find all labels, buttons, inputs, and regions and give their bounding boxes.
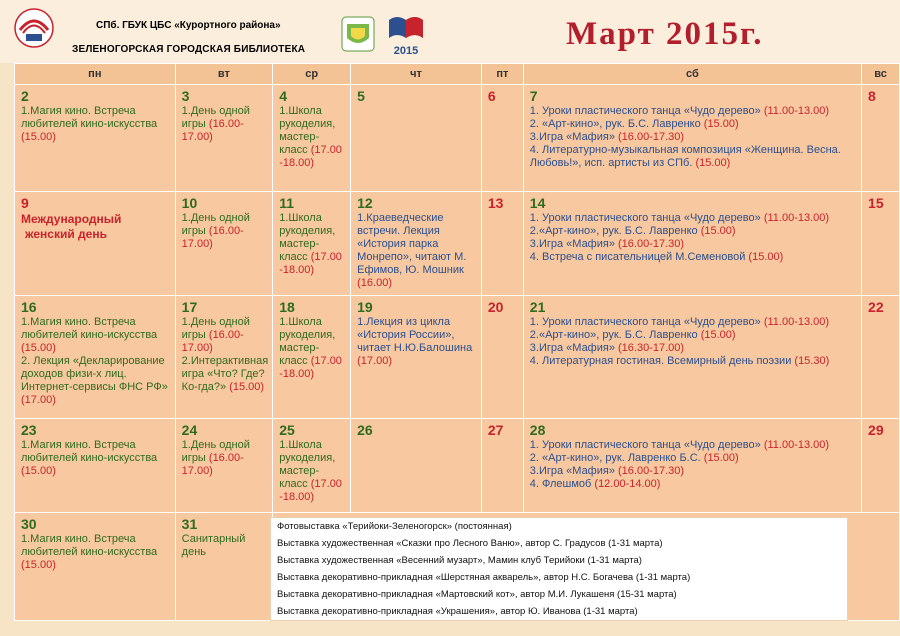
event-time: (15.00) bbox=[700, 225, 736, 237]
day-number: 25 bbox=[279, 422, 295, 438]
event-text: 4. Флешмоб bbox=[529, 478, 595, 490]
day-cell bbox=[481, 296, 523, 419]
day-number: 23 bbox=[21, 422, 37, 438]
day-number: 18 bbox=[279, 299, 295, 315]
library-name: ЗЕЛЕНОГОРСКАЯ ГОРОДСКАЯ БИБЛИОТЕКА bbox=[72, 44, 306, 55]
day-cell bbox=[351, 419, 482, 513]
event-text: 1.Магия кино. Встреча любителей кино-искусства bbox=[21, 439, 158, 464]
day-number: 28 bbox=[529, 422, 546, 438]
event-text: 1. Уроки пластического танца «Чудо дерево» bbox=[529, 212, 764, 224]
event-item bbox=[530, 316, 857, 329]
event-time: (16.00-17.00) bbox=[181, 329, 244, 354]
event-time: (15.00) bbox=[229, 381, 265, 393]
day-number: 10 bbox=[181, 195, 198, 211]
event-time: (15.00) bbox=[21, 465, 56, 477]
event-time: (16.00-17.00) bbox=[181, 225, 244, 250]
event-item bbox=[357, 316, 477, 368]
event-item bbox=[530, 439, 857, 452]
event-item bbox=[530, 355, 857, 368]
day-cell bbox=[15, 513, 176, 621]
crest-logo-icon bbox=[341, 16, 375, 52]
day-cell bbox=[862, 85, 900, 192]
day-cell bbox=[273, 192, 351, 296]
day-number: 27 bbox=[487, 422, 504, 438]
event-time: (17.00) bbox=[21, 394, 56, 406]
event-time: (11.00-13.00) bbox=[763, 212, 830, 224]
event-text: 3.Игра «Мафия» bbox=[529, 465, 619, 477]
day-number: 16 bbox=[21, 299, 37, 315]
event-item bbox=[182, 105, 269, 144]
event-text: 1.Школа рукоделия, мастер-класс bbox=[279, 439, 336, 490]
day-cell bbox=[862, 296, 900, 419]
library-logo-icon bbox=[14, 8, 54, 48]
header-fri: пт bbox=[481, 64, 523, 85]
event-time: (16.00-17.00) bbox=[181, 452, 244, 477]
event-time: (15.00) bbox=[21, 559, 56, 571]
event-text: 3.Игра «Мафия» bbox=[529, 131, 619, 143]
event-item bbox=[182, 212, 269, 251]
event-item bbox=[279, 105, 346, 170]
event-item bbox=[530, 329, 857, 342]
event-text: 1. Уроки пластического танца «Чудо дерево» bbox=[529, 439, 764, 451]
day-cell bbox=[481, 85, 523, 192]
event-text: 1.День одной игры bbox=[181, 105, 250, 130]
day-number: 24 bbox=[181, 422, 198, 438]
event-text: 1.День одной игры bbox=[181, 212, 250, 237]
event-text: 1.День одной игры bbox=[181, 316, 250, 341]
event-text: 2. Лекция «Декларирование доходов физи-х лиц. Интернет-сервисы ФНС РФ» bbox=[21, 355, 168, 393]
day-cell bbox=[15, 85, 176, 192]
event-item bbox=[21, 533, 171, 572]
weekday-header-row bbox=[15, 64, 900, 85]
sanitary-day-note: Санитарный день bbox=[181, 533, 246, 558]
exhibition-item: Выставка художественная «Весенний музарт», Мамин клуб Терийоки (1-31 марта) bbox=[277, 555, 642, 566]
event-item bbox=[279, 439, 346, 504]
event-time: (15.00) bbox=[21, 131, 56, 143]
event-item bbox=[21, 439, 171, 478]
day-cell bbox=[15, 192, 176, 296]
event-text: 1. Уроки пластического танца «Чудо дерево» bbox=[529, 105, 764, 117]
event-item bbox=[530, 212, 857, 225]
day-number: 5 bbox=[357, 88, 365, 104]
header-sun: вс bbox=[862, 64, 900, 85]
day-number: 6 bbox=[487, 88, 496, 104]
week-row bbox=[15, 192, 900, 296]
exhibition-item: Фотовыставка «Терийоки-Зеленогорск» (постоянная) bbox=[277, 521, 512, 532]
day-number: 22 bbox=[868, 299, 884, 315]
day-number: 4 bbox=[279, 88, 287, 104]
header-sat: сб bbox=[523, 64, 861, 85]
day-number: 7 bbox=[529, 88, 538, 104]
day-number: 11 bbox=[279, 195, 295, 211]
event-time: (17.00 -18.00) bbox=[279, 355, 342, 380]
event-text: 3.Игра «Мафия» bbox=[529, 238, 619, 250]
day-cell bbox=[15, 419, 176, 513]
day-cell bbox=[523, 296, 861, 419]
event-item bbox=[530, 225, 857, 238]
event-text: 3.Игра «Мафия» bbox=[529, 342, 619, 354]
day-number: 17 bbox=[181, 299, 198, 315]
exhibition-item: Выставка декоративно-прикладная «Мартовский кот», автор М.И. Лукашеня (15-31 марта) bbox=[277, 589, 677, 600]
event-time: (16.00-17.00) bbox=[181, 118, 244, 143]
day-cell bbox=[523, 85, 861, 192]
day-cell bbox=[273, 419, 351, 513]
event-text: 1.Магия кино. Встреча любителей кино-искусства bbox=[21, 105, 158, 130]
day-number: 3 bbox=[181, 88, 190, 104]
event-item bbox=[530, 452, 857, 465]
event-item bbox=[530, 118, 857, 131]
day-number: 9 bbox=[21, 195, 29, 211]
event-time: (15.00) bbox=[703, 452, 739, 464]
event-text: 2.Интерактивная игра «Что? Где? Ко-гда?» bbox=[181, 355, 269, 393]
event-text: 1.Краеведческие встречи. Лекция «История парка Монрепо», читают М. Ефимов, Ю. Мошник bbox=[357, 212, 467, 276]
event-text: 4. Литературная гостиная. Всемирный день поэзии bbox=[529, 355, 795, 367]
day-cell bbox=[175, 296, 273, 419]
header-wed: ср bbox=[273, 64, 351, 85]
holiday-line: женский день bbox=[25, 227, 107, 241]
event-time: (16.00-17.30) bbox=[618, 465, 685, 477]
event-time: (15.00) bbox=[695, 157, 731, 169]
event-time: (17.00 -18.00) bbox=[279, 144, 342, 169]
event-item bbox=[530, 342, 857, 355]
event-time: (11.00-13.00) bbox=[763, 439, 830, 451]
event-time: (16.00-17.30) bbox=[618, 238, 685, 250]
event-item bbox=[530, 144, 857, 170]
event-item bbox=[21, 316, 171, 355]
event-item bbox=[530, 105, 857, 118]
day-number: 30 bbox=[21, 516, 37, 532]
day-number: 13 bbox=[487, 195, 504, 211]
header bbox=[0, 0, 900, 63]
day-cell bbox=[351, 85, 482, 192]
event-item bbox=[530, 251, 857, 264]
event-text: 2.«Арт-кино», рук. Б.С. Лавренко bbox=[529, 225, 701, 237]
week-row bbox=[15, 85, 900, 192]
day-cell bbox=[175, 192, 273, 296]
event-time: (17.00) bbox=[357, 355, 392, 367]
exhibitions-list bbox=[270, 517, 848, 621]
week-row bbox=[15, 419, 900, 513]
day-number: 29 bbox=[868, 422, 884, 438]
event-item bbox=[530, 131, 857, 144]
event-item bbox=[182, 316, 269, 355]
event-time: (11.00-13.00) bbox=[763, 105, 830, 117]
event-item bbox=[182, 355, 269, 394]
holiday-line: Международный bbox=[21, 212, 122, 226]
day-number: 2 bbox=[21, 88, 29, 104]
event-time: (15.00) bbox=[748, 251, 784, 263]
header-thu: чт bbox=[351, 64, 482, 85]
day-cell bbox=[523, 419, 861, 513]
exhibition-item: Выставка художественная «Сказки про Лесного Ваню», автор С. Градусов (1-31 марта) bbox=[277, 538, 663, 549]
day-cell bbox=[481, 419, 523, 513]
day-number: 19 bbox=[357, 299, 373, 315]
event-text: 1.Лекция из цикла «История России», читает Н.Ю.Балошина bbox=[357, 316, 473, 354]
year-2015-label: 2015 bbox=[393, 45, 419, 57]
day-cell bbox=[15, 296, 176, 419]
day-cell bbox=[175, 85, 273, 192]
day-cell bbox=[175, 419, 273, 513]
page-title: Март 2015г. bbox=[566, 16, 764, 52]
event-text: 2.«Арт-кино», рук. Б.С. Лавренко bbox=[529, 329, 701, 341]
event-item bbox=[21, 355, 171, 407]
header-tue: вт bbox=[175, 64, 273, 85]
day-number: 26 bbox=[357, 422, 373, 438]
day-cell bbox=[481, 192, 523, 296]
event-text: 1.Школа рукоделия, мастер-класс bbox=[279, 212, 336, 263]
day-number: 21 bbox=[529, 299, 546, 315]
event-item bbox=[530, 465, 857, 478]
event-time: (16.00) bbox=[357, 277, 392, 289]
exhibition-item: Выставка декоративно-прикладная «Шерстяная акварель», автор Н.С. Богачева (1-31 марта) bbox=[277, 572, 691, 583]
event-item bbox=[530, 238, 857, 251]
event-item bbox=[530, 478, 857, 491]
event-item bbox=[182, 439, 269, 478]
header-mon: пн bbox=[15, 64, 176, 85]
event-time: (15.00) bbox=[700, 329, 736, 341]
event-time: (17.00 -18.00) bbox=[279, 478, 342, 503]
day-number: 14 bbox=[529, 195, 546, 211]
day-cell bbox=[523, 192, 861, 296]
week-row bbox=[15, 296, 900, 419]
event-text: 1.Школа рукоделия, мастер-класс bbox=[279, 316, 336, 367]
event-text: 1. Уроки пластического танца «Чудо дерево» bbox=[529, 316, 764, 328]
day-cell bbox=[175, 513, 273, 621]
org-name: СПб. ГБУК ЦБС «Курортного района» bbox=[96, 20, 281, 31]
day-number: 12 bbox=[357, 195, 373, 211]
event-time: (16.00-17.30) bbox=[618, 131, 685, 143]
day-number: 15 bbox=[868, 195, 884, 211]
year-of-literature-logo bbox=[387, 14, 425, 57]
day-number: 20 bbox=[487, 299, 504, 315]
day-cell bbox=[273, 85, 351, 192]
book-icon bbox=[387, 14, 425, 40]
event-time: (11.00-13.00) bbox=[763, 316, 830, 328]
event-text: 1.Магия кино. Встреча любителей кино-искусства bbox=[21, 316, 158, 341]
event-text: 2. «Арт-кино», рук. Б.С. Лавренко bbox=[529, 118, 704, 130]
event-time: (16.30-17.00) bbox=[618, 342, 685, 354]
day-number: 31 bbox=[181, 516, 198, 532]
day-cell bbox=[862, 419, 900, 513]
event-time: (15.30) bbox=[794, 355, 830, 367]
event-time: (15.00) bbox=[703, 118, 739, 130]
event-text: 1.День одной игры bbox=[181, 439, 250, 464]
event-text: 1.Магия кино. Встреча любителей кино-искусства bbox=[21, 533, 158, 558]
event-text: 1.Школа рукоделия, мастер-класс bbox=[279, 105, 336, 156]
day-cell bbox=[351, 192, 482, 296]
event-text: 4. Литературно-музыкальная композиция «Женщина. Весна. Любовь!», исп. артисты из СПб. bbox=[529, 144, 841, 169]
day-cell bbox=[862, 192, 900, 296]
event-item bbox=[279, 316, 346, 381]
event-text: 2. «Арт-кино», рук. Лавренко Б.С. bbox=[529, 452, 704, 464]
holiday-label bbox=[21, 212, 171, 242]
event-item bbox=[279, 212, 346, 277]
event-item bbox=[357, 212, 477, 290]
event-time: (12.00-14.00) bbox=[594, 478, 661, 490]
day-number: 8 bbox=[868, 88, 876, 104]
day-cell bbox=[273, 296, 351, 419]
event-time: (17.00 -18.00) bbox=[279, 251, 342, 276]
event-time: (15.00) bbox=[21, 342, 56, 354]
event-text: 4. Встреча с писательницей М.Семеновой bbox=[529, 251, 749, 263]
event-item bbox=[21, 105, 171, 144]
day-cell bbox=[351, 296, 482, 419]
exhibition-item: Выставка декоративно-прикладная «Украшения», автор Ю. Иванова (1-31 марта) bbox=[277, 606, 638, 617]
